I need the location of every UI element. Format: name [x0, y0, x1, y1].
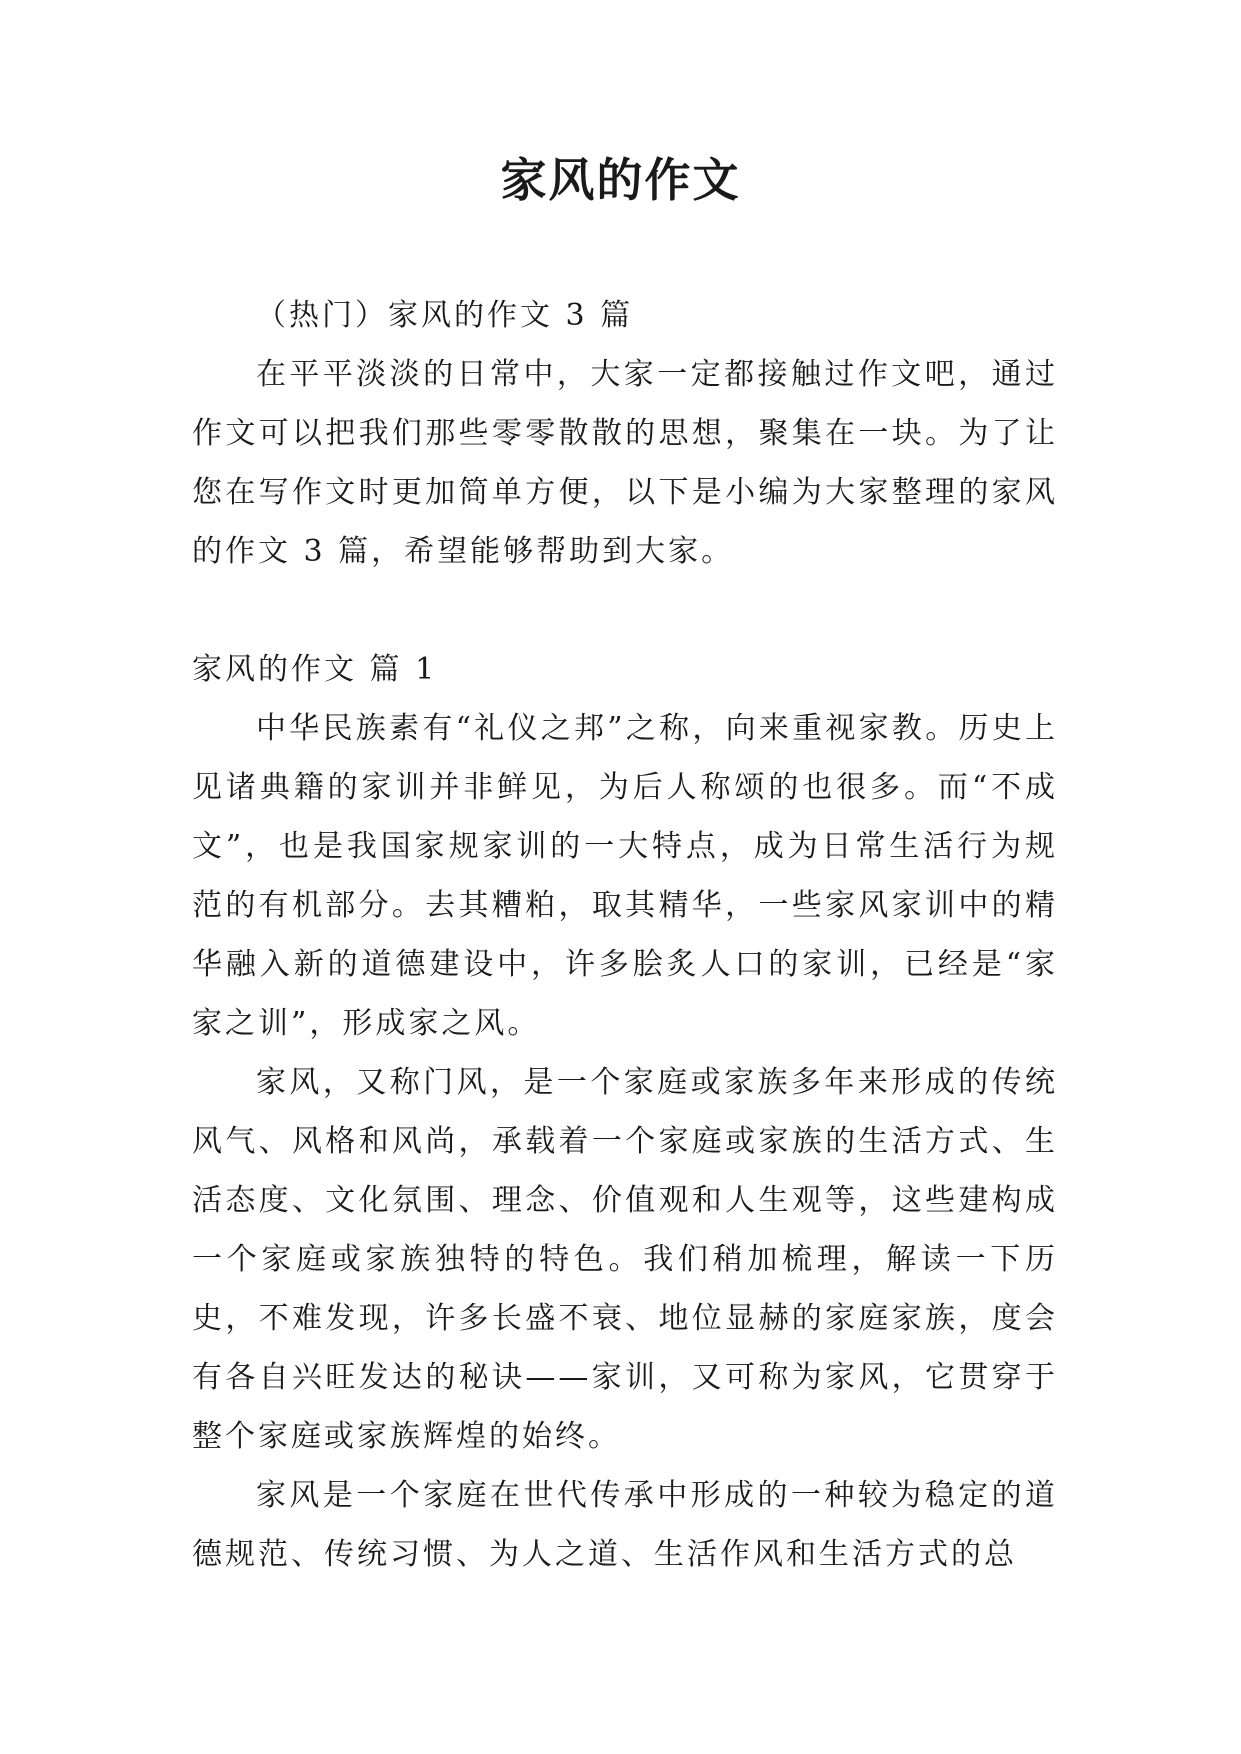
body-paragraph-3: 家风是一个家庭在世代传承中形成的一种较为稳定的道德规范、传统习惯、为人之道、生活作风和生活方式的总	[192, 1478, 1058, 1572]
document-subtitle: （热门）家风的作文 3 篇	[256, 298, 634, 333]
paragraph-spacer	[192, 581, 1058, 640]
document-body	[192, 286, 1058, 1584]
section-heading: 家风的作文 篇 1	[192, 652, 438, 687]
intro-paragraph: 在平平淡淡的日常中，大家一定都接触过作文吧，通过作文可以把我们那些零零散散的思想，聚集在一块。为了让您在写作文时更加简单方便，以下是小编为大家整理的家风的作文 3 篇，希望能够帮助到大家。	[192, 357, 1058, 569]
document-title: 家风的作文	[500, 153, 741, 207]
body-paragraph-1: 中华民族素有“礼仪之邦”之称，向来重视家教。历史上见诸典籍的家训并非鲜见，为后人称颂的也很多。而“不成文”，也是我国家规家训的一大特点，成为日常生活行为规范的有机部分。去其糟粕，取其精华，一些家风家训中的精华融入新的道德建设中，许多脍炙人口的家训，已经是“家家之训”，形成家之风。	[192, 711, 1058, 1041]
body-paragraph-2: 家风，又称门风，是一个家庭或家族多年来形成的传统风气、风格和风尚，承载着一个家庭或家族的生活方式、生活态度、文化氛围、理念、价值观和人生观等，这些建构成一个家庭或家族独特的特色。我们稍加梳理，解读一下历史，不难发现，许多长盛不衰、地位显赫的家庭家族，度会有各自兴旺发达的秘诀——家训，又可称为家风，它贯穿于整个家庭或家族辉煌的始终。	[192, 1065, 1058, 1454]
